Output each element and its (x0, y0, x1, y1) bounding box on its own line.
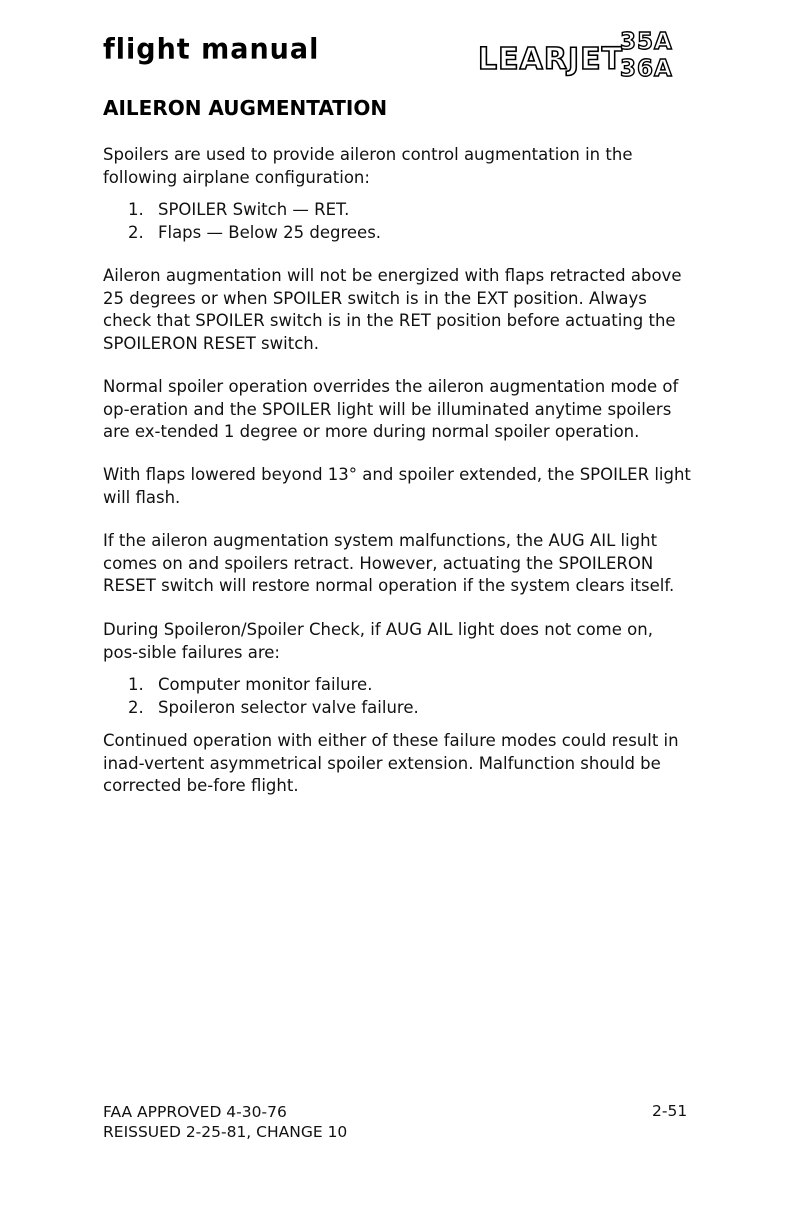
list-number: 1. (128, 675, 144, 694)
paragraph-normal-operation: Normal spoiler operation overrides the aileron augmentation mode of op-eration and the SPOILER light will be illuminated anytime spoilers are ex-tended 1 degree or more during normal spoiler operation. (103, 377, 679, 441)
list-number: 1. (128, 200, 144, 219)
footer-approved-line: FAA APPROVED 4-30-76 (103, 1103, 287, 1121)
list-number: 2. (128, 222, 144, 242)
paragraph-continued-operation: Continued operation with either of these failure modes could result in inad-vertent asymmetrical spoiler extension. Malfunction should be corrected be-fore flight. (103, 731, 679, 795)
logo-model-36a: 36A (620, 56, 673, 82)
list-text: Computer monitor failure. (158, 675, 373, 694)
paragraph-flaps-flash: With flaps lowered beyond 13° and spoiler extended, the SPOILER light will flash. (103, 465, 691, 507)
list-text: Flaps — Below 25 degrees. (158, 222, 382, 242)
page-number: 2-51 (652, 1102, 688, 1120)
learjet-logo (478, 30, 688, 84)
list-number: 2. (128, 697, 144, 717)
list-text: SPOILER Switch — RET. (158, 200, 350, 219)
flight-manual-heading: flight manual (103, 33, 320, 66)
list-item (128, 222, 381, 245)
list-item (128, 199, 381, 222)
section-title: AILERON AUGMENTATION (103, 96, 388, 120)
paragraph-malfunction: If the aileron augmentation system malfunctions, the AUG AIL light comes on and spoilers retract. However, actuating the SPOILERON RESET switch will restore normal operation if the system clears itself. (103, 531, 675, 595)
paragraph-check: During Spoileron/Spoiler Check, if AUG AIL light does not come on, pos-sible failures are: (103, 620, 653, 662)
footer-approval (103, 1102, 347, 1142)
logo-learjet-text: LEARJET (478, 42, 624, 77)
list-item (128, 697, 419, 720)
list-text: Spoileron selector valve failure. (158, 697, 419, 717)
paragraph-energization: Aileron augmentation will not be energized with flaps retracted above 25 degrees or when SPOILER switch is in the EXT position. Always check that SPOILER switch is in the RET position before actuating the SPOILERON RESET switch. (103, 266, 682, 353)
configuration-list (128, 199, 381, 244)
footer-reissued-line: REISSUED 2-25-81, CHANGE 10 (103, 1123, 348, 1141)
paragraph-intro: Spoilers are used to provide aileron control augmentation in the following airplane configuration: (103, 145, 633, 187)
failures-list (128, 674, 419, 719)
list-item (128, 674, 419, 697)
logo-model-35a: 35A (620, 29, 673, 55)
